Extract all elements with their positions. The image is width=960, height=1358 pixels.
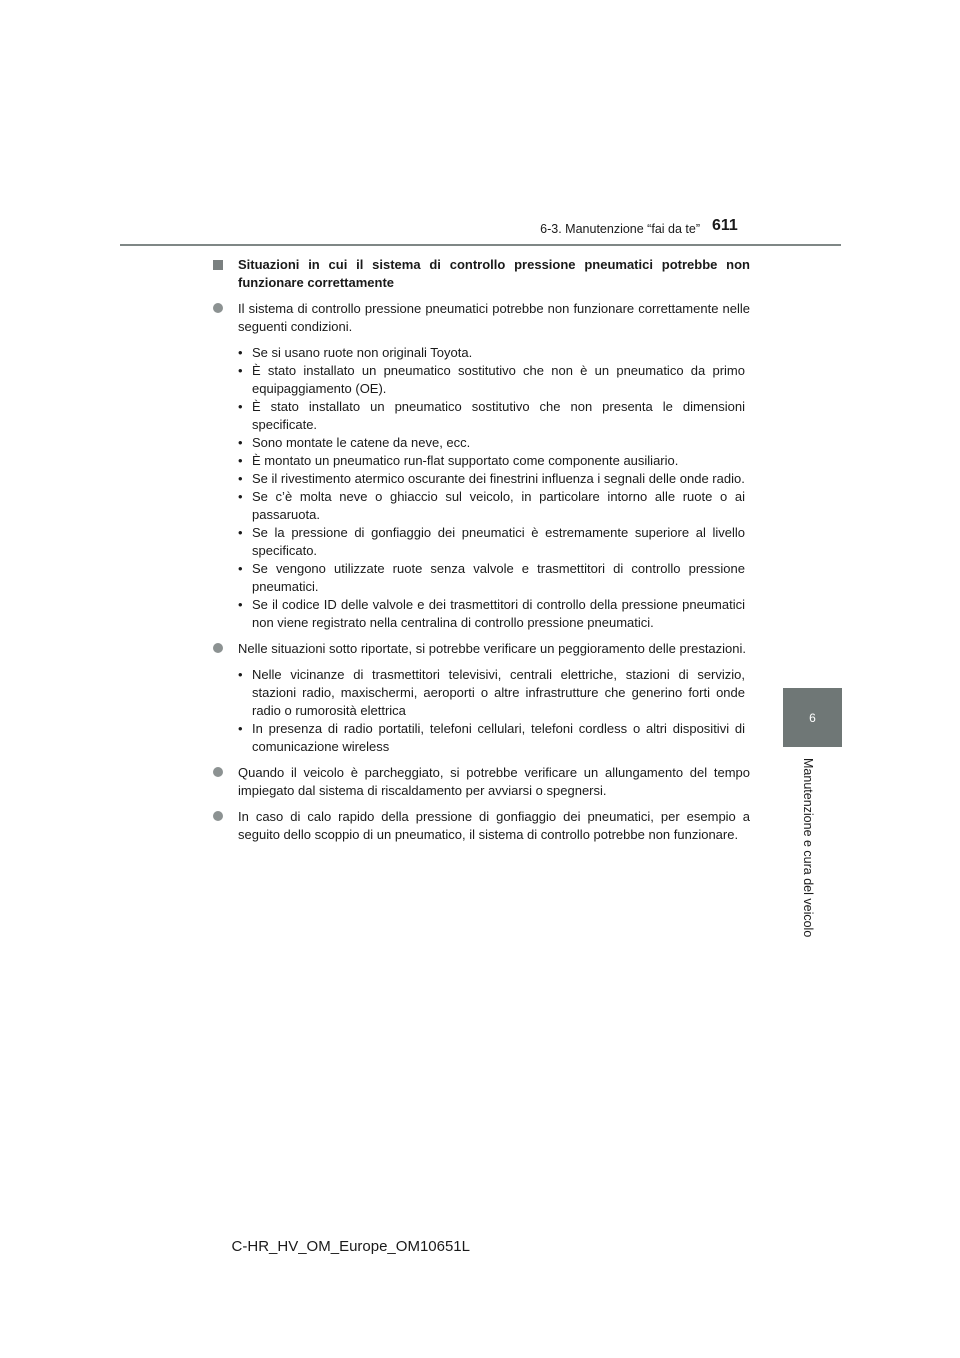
circle-bullet-icon <box>213 767 223 777</box>
bullet-dot-icon: • <box>238 525 243 540</box>
list-item-text: Sono montate le catene da neve, ecc. <box>252 435 471 450</box>
circle-bullet-icon <box>213 303 223 313</box>
paragraph-text: Il sistema di controllo pressione pneumatici potrebbe non funzionare correttamente nelle seguenti condizioni. <box>238 301 750 334</box>
bullet-list <box>238 666 745 756</box>
list-item-text: Se c’è molta neve o ghiaccio sul veicolo, in particolare intorno alle ruote o ai passaruota. <box>252 489 745 522</box>
chapter-number: 6 <box>809 710 816 725</box>
list-item-text: In presenza di radio portatili, telefoni cellulari, telefoni cordless o altri dispositivi di comunicazione wireless <box>252 721 745 754</box>
document-code: C-HR_HV_OM_Europe_OM10651L <box>231 1238 470 1255</box>
header-rule <box>120 244 841 246</box>
bullet-dot-icon: • <box>238 721 243 736</box>
list-item-text: È stato installato un pneumatico sostitutivo che non presenta le dimensioni specificate. <box>252 399 745 432</box>
list-item-text: Se si usano ruote non originali Toyota. <box>252 345 473 360</box>
list-item <box>238 344 745 362</box>
section-heading-text: Situazioni in cui il sistema di controllo pressione pneumatici potrebbe non funzionare correttamente <box>238 257 750 290</box>
bullet-dot-icon: • <box>238 453 243 468</box>
page-number: 611 <box>712 217 738 234</box>
list-item-text: Nelle vicinanze di trasmettitori televisivi, centrali elettriche, stazioni di servizio, stazioni radio, maxischermi, aeroporti o altre infrastrutture che generino forti onde radio o rumorosità elettrica <box>252 667 745 718</box>
bullet-dot-icon: • <box>238 667 243 682</box>
list-item-text: È montato un pneumatico run-flat supportato come componente ausiliario. <box>252 453 679 468</box>
bullet-dot-icon: • <box>238 399 243 414</box>
list-item-text: Se il rivestimento atermico oscurante dei finestrini influenza i segnali delle onde radio. <box>252 471 745 486</box>
list-item <box>238 524 745 560</box>
chapter-tab <box>783 688 842 747</box>
list-item <box>238 596 745 632</box>
list-item <box>238 666 745 720</box>
bullet-list <box>238 344 745 632</box>
content-blocks <box>210 300 750 844</box>
bullet-dot-icon: • <box>238 597 243 612</box>
paragraph <box>210 640 750 658</box>
list-item <box>238 560 745 596</box>
section-heading <box>210 256 750 292</box>
list-item-text: Se vengono utilizzate ruote senza valvole e trasmettitori di controllo pressione pneumatici. <box>252 561 745 594</box>
bullet-dot-icon: • <box>238 489 243 504</box>
list-item <box>238 452 745 470</box>
bullet-dot-icon: • <box>238 435 243 450</box>
header-section-title: 6-3. Manutenzione “fai da te” <box>540 222 700 236</box>
paragraph <box>210 808 750 844</box>
bullet-dot-icon: • <box>238 363 243 378</box>
list-item <box>238 488 745 524</box>
paragraph <box>210 764 750 800</box>
main-content <box>210 256 750 852</box>
list-item-text: È stato installato un pneumatico sostitutivo che non è un pneumatico da primo equipaggiamento (OE). <box>252 363 745 396</box>
bullet-dot-icon: • <box>238 345 243 360</box>
list-item-text: Se il codice ID delle valvole e dei trasmettitori di controllo della pressione pneumatici non viene registrato nella centralina di controllo pressione pneumatici. <box>252 597 745 630</box>
square-bullet-icon <box>213 260 223 270</box>
chapter-side-strip <box>783 246 842 1358</box>
circle-bullet-icon <box>213 643 223 653</box>
paragraph-text: In caso di calo rapido della pressione di gonfiaggio dei pneumatici, per esempio a seguito dello scoppio di un pneumatico, il sistema di controllo potrebbe non funzionare. <box>238 809 750 842</box>
list-item-text: Se la pressione di gonfiaggio dei pneumatici è estremamente superiore al livello specificato. <box>252 525 745 558</box>
list-item <box>238 470 745 488</box>
bullet-dot-icon: • <box>238 561 243 576</box>
circle-bullet-icon <box>213 811 223 821</box>
list-item <box>238 362 745 398</box>
list-item <box>238 720 745 756</box>
bullet-dot-icon: • <box>238 471 243 486</box>
list-item <box>238 398 745 434</box>
paragraph-text: Quando il veicolo è parcheggiato, si potrebbe verificare un allungamento del tempo impiegato dal sistema di riscaldamento per avviarsi o spegnersi. <box>238 765 750 798</box>
chapter-title-wrap <box>801 758 825 948</box>
list-item <box>238 434 745 452</box>
paragraph-text: Nelle situazioni sotto riportate, si potrebbe verificare un peggioramento delle prestazioni. <box>238 641 747 656</box>
chapter-title: Manutenzione e cura del veicolo <box>801 758 815 938</box>
paragraph <box>210 300 750 336</box>
